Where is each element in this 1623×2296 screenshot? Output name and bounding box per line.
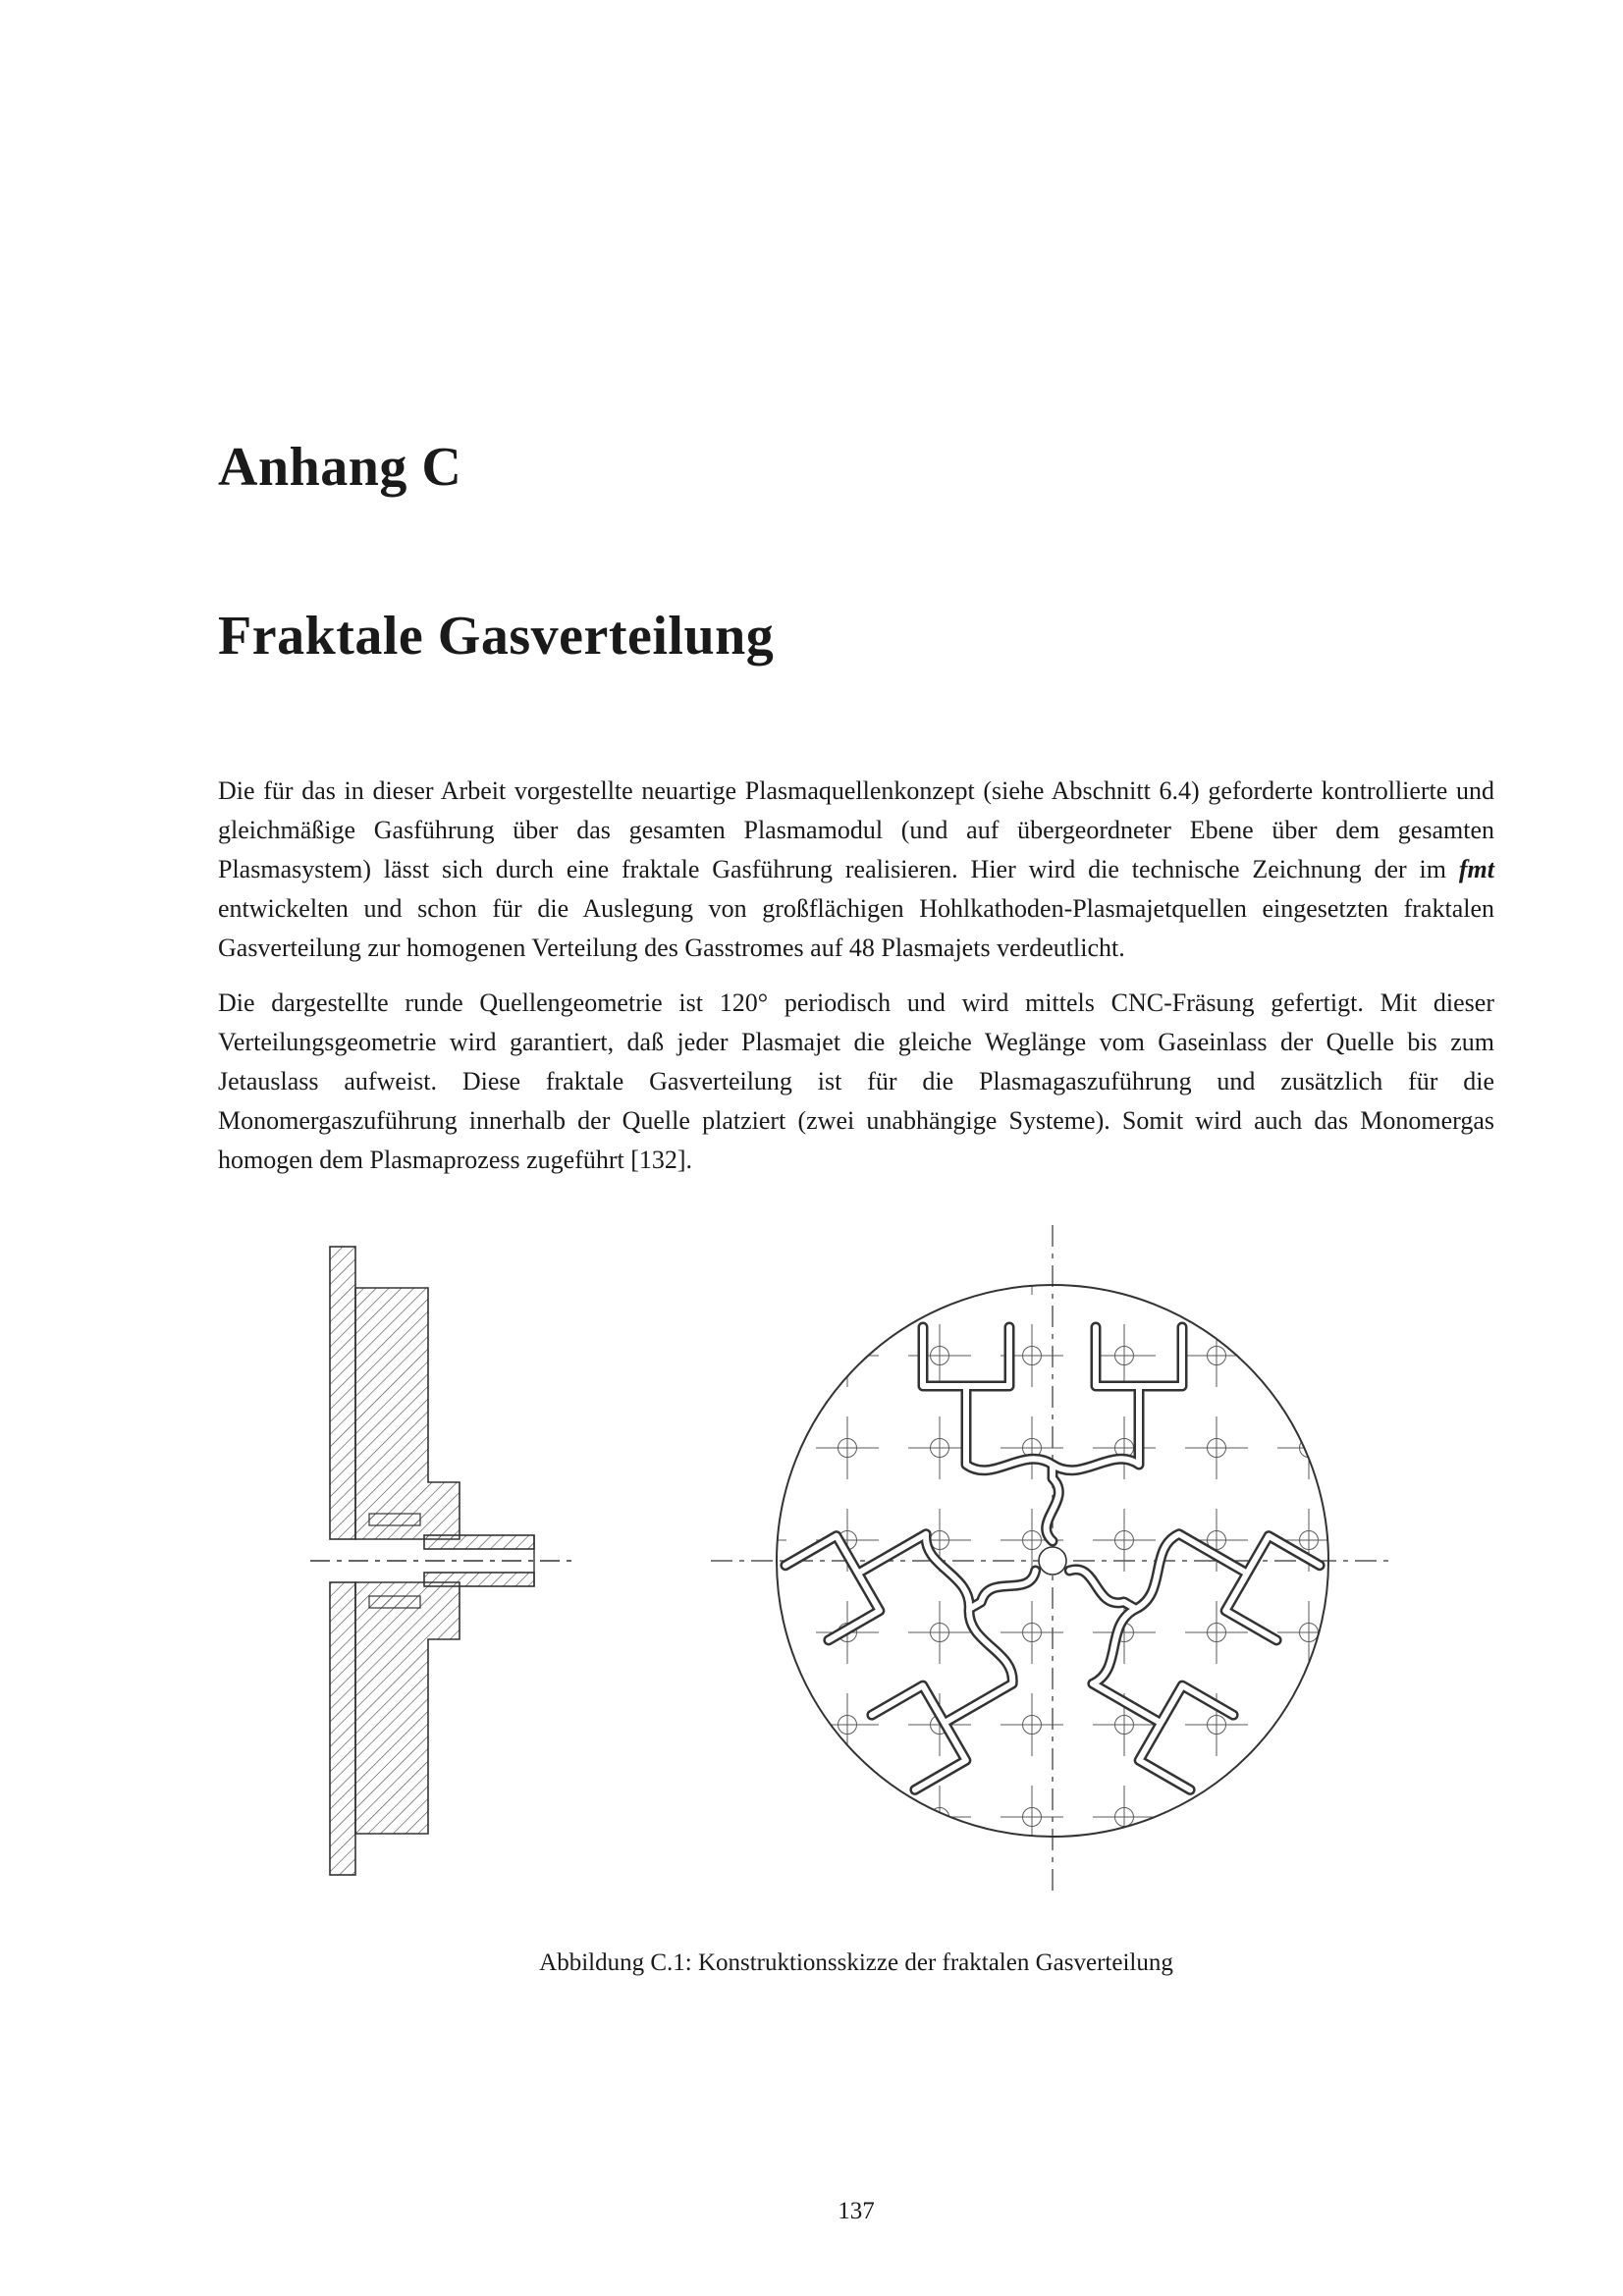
paragraph-1 — [218, 772, 1494, 968]
figure-caption: Abbildung C.1: Konstruktionsskizze der fraktalen Gasverteilung — [539, 1949, 1173, 1976]
paragraph-2: Die dargestellte runde Quellengeometrie ist 120° periodisch und wird mittels CNC-Fräsung gefertigt. Mit dieser Verteilungsgeometrie wird garantiert, daß jeder Plasmajet die gleiche Weglänge vom Gaseinlass der Quelle bis zum Jetauslass aufweist. Diese fraktale Gasverteilung ist für die Plasmagaszuführung und zusätzlich für die Monomergaszuführung innerhalb der Quelle platziert (zwei unabhängige Systeme). Somit wird auch das Monomergas homogen dem Plasmaprozess zugeführt [132]. — [218, 988, 1494, 1174]
paragraph-1-text-a: Die für das in dieser Arbeit vorgestellte neuartige Plasmaquellenkonzept (siehe Abschnitt 6.4) geforderte kontrollierte und gleichmäßige Gasführung über das gesamten Plasmamodul (und auf übergeordneter Ebene über dem gesamten Plasmasystem) lässt sich durch eine fraktale Gasführung realisieren. Hier wird die technische Zeichnung der im — [218, 776, 1494, 883]
paragraph-1-emphasis-fmt: fmt — [1458, 855, 1494, 883]
text-column — [218, 0, 1494, 1977]
chapter-label: Anhang C — [218, 437, 462, 498]
paragraph-1-text-b: entwickelten und schon für die Auslegung von großflächigen Hohlkathoden-Plasmajetquellen eingesetzten fraktalen Gasverteilung zur homogenen Verteilung des Gasstromes auf 48 Plasmajets verdeutlicht. — [218, 894, 1494, 962]
page-number: 137 — [838, 2198, 875, 2224]
side-view-section — [310, 1247, 575, 1875]
fractal-plate-view — [711, 1225, 1394, 1896]
chapter-title: Fraktale Gasverteilung — [218, 606, 775, 667]
figure-c1 — [218, 1217, 1494, 1904]
technical-drawing — [247, 1217, 1465, 1904]
